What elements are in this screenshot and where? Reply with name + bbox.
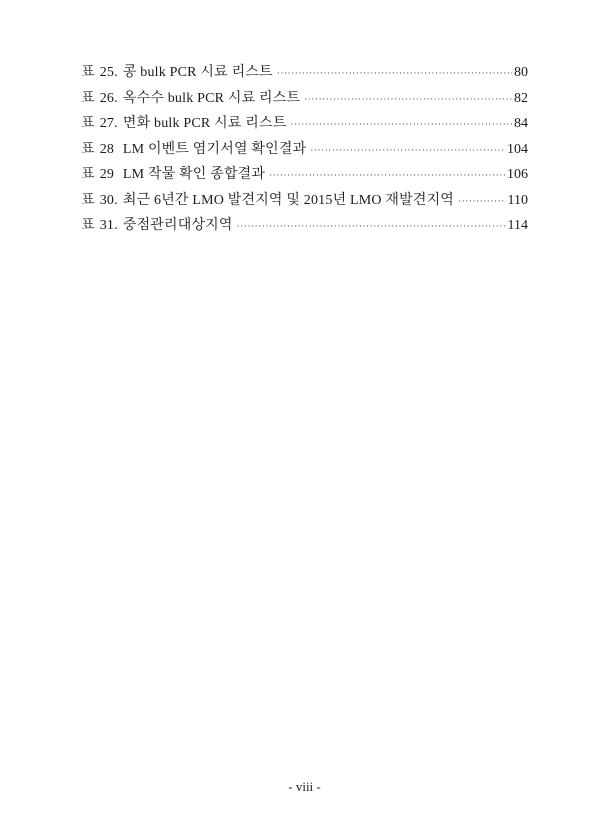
table-of-contents-list (81, 60, 528, 239)
toc-dot-leader (304, 87, 512, 113)
toc-dot-leader (290, 112, 512, 138)
toc-entry-number: 26. (99, 90, 118, 106)
toc-entry-label (81, 137, 306, 163)
toc-entry-prefix: 표 (81, 141, 95, 157)
toc-entry-label (81, 86, 300, 112)
toc-dot-leader (269, 163, 505, 189)
toc-entry-label (81, 111, 286, 137)
toc-page-number: 84 (514, 116, 528, 131)
toc-entry-label (81, 213, 233, 239)
toc-entry[interactable] (81, 137, 528, 163)
toc-entry[interactable] (81, 111, 528, 137)
toc-entry-label (81, 188, 454, 214)
toc-entry[interactable] (81, 213, 528, 239)
toc-entry[interactable] (81, 188, 528, 214)
toc-entry-title: 중점관리대상지역 (122, 218, 233, 233)
toc-entry-label (81, 60, 273, 86)
toc-entry-title: 옥수수 bulk PCR 시료 리스트 (122, 90, 301, 106)
toc-entry-prefix: 표 (81, 218, 95, 233)
page-number-footer: - viii - (288, 779, 321, 794)
toc-entry-title: LM 이벤트 염기서열 확인결과 (119, 141, 307, 157)
toc-entry-number: 28 (99, 141, 115, 157)
toc-page-number: 110 (507, 192, 528, 208)
toc-entry-label (81, 162, 265, 188)
toc-entry[interactable] (81, 86, 528, 112)
toc-entry-number: 31. (99, 218, 118, 233)
toc-page-number: 114 (507, 218, 528, 233)
toc-entry-prefix: 표 (81, 167, 95, 182)
toc-dot-leader (277, 61, 512, 87)
toc-entry-prefix: 표 (81, 116, 95, 131)
toc-entry-number: 29 (99, 167, 115, 182)
toc-entry-prefix: 표 (81, 65, 95, 80)
toc-entry-number: 27. (99, 116, 118, 131)
toc-entry-title: 면화 bulk PCR 시료 리스트 (122, 116, 287, 131)
toc-dot-leader (237, 214, 506, 240)
toc-entry-title: 콩 bulk PCR 시료 리스트 (122, 65, 273, 80)
toc-entry-number: 25. (99, 65, 118, 80)
toc-page-number: 104 (507, 141, 528, 157)
toc-entry[interactable] (81, 60, 528, 86)
toc-entry-title: 최근 6년간 LMO 발견지역 및 2015년 LMO 재발견지역 (122, 192, 455, 208)
toc-entry-number: 30. (99, 192, 118, 208)
toc-entry-prefix: 표 (81, 192, 95, 208)
toc-entry-prefix: 표 (81, 90, 95, 106)
toc-dot-leader (310, 138, 505, 164)
toc-page-number: 106 (507, 167, 528, 182)
toc-entry[interactable] (81, 162, 528, 188)
toc-page-number: 82 (514, 90, 528, 106)
toc-entry-title: LM 작물 확인 종합결과 (119, 167, 266, 182)
toc-page-number: 80 (514, 65, 528, 80)
toc-dot-leader (458, 189, 505, 215)
